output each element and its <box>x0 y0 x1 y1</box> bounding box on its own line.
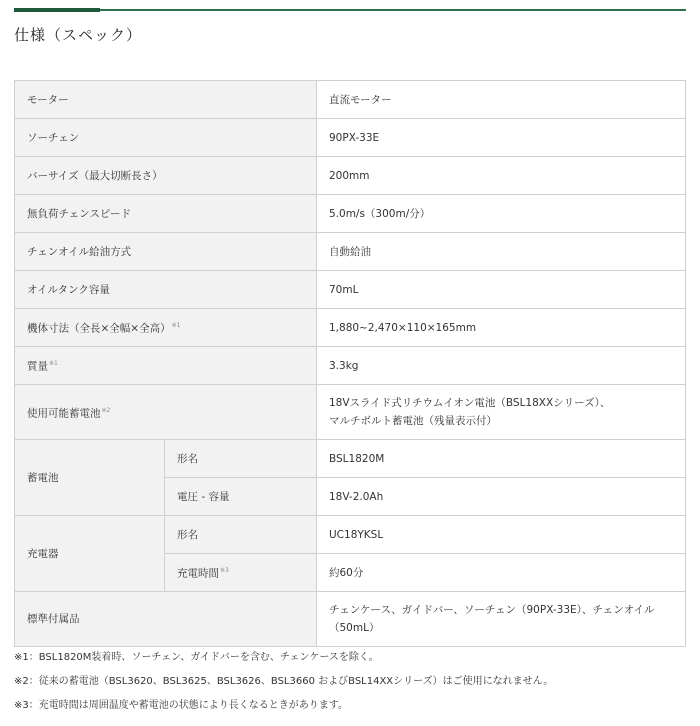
spec-row-weight <box>15 347 686 385</box>
spec-label: 標準付属品 <box>15 592 317 647</box>
spec-value: 90PX-33E <box>317 119 686 157</box>
spec-label: 無負荷チェンスピード <box>15 195 317 233</box>
spec-value: 200mm <box>317 157 686 195</box>
page-title: 仕様（スペック） <box>14 26 143 44</box>
spec-row-motor <box>15 81 686 119</box>
spec-table <box>14 80 686 647</box>
spec-row-chain-speed <box>15 195 686 233</box>
footnotes <box>14 650 686 722</box>
spec-row-saw-chain <box>15 119 686 157</box>
spec-row-bar-size <box>15 157 686 195</box>
spec-sublabel: 形名 <box>165 440 317 478</box>
spec-label: モーター <box>15 81 317 119</box>
spec-value: 18V-2.0Ah <box>317 478 686 516</box>
footnote-2: ※2：従来の蓄電池（BSL3620、BSL3625、BSL3626、BSL3660 およびBSL14XXシリーズ）はご使用になれません。 <box>14 676 554 687</box>
spec-value: 5.0m/s（300m/分） <box>317 195 686 233</box>
spec-label: 質量$^{※1}$ <box>15 347 317 385</box>
spec-value: BSL1820M <box>317 440 686 478</box>
spec-sublabel: 電圧 - 容量 <box>165 478 317 516</box>
spec-row-oil-method <box>15 233 686 271</box>
spec-label: 使用可能蓄電池$^{※2}$ <box>15 385 317 440</box>
spec-label: オイルタンク容量 <box>15 271 317 309</box>
footnote-marker: ※2 <box>101 406 111 414</box>
top-divider-accent <box>14 8 100 12</box>
footnote-marker: ※3 <box>220 567 229 575</box>
spec-value: 自動給油 <box>317 233 686 271</box>
spec-value: 約60分 <box>317 554 686 592</box>
spec-label: バーサイズ（最大切断長さ） <box>15 157 317 195</box>
footnote-marker: ※1 <box>49 360 58 368</box>
spec-row-dimensions <box>15 309 686 347</box>
spec-value: UC18YKSL <box>317 516 686 554</box>
top-divider <box>14 9 686 11</box>
spec-label: 機体寸法（全長×全幅×全高）$^{※1}$ <box>15 309 317 347</box>
spec-value: チェンケース、ガイドバー、ソーチェン（90PX-33E）、チェンオイル （50mL） <box>317 592 686 647</box>
spec-group-battery: 蓄電池 <box>15 440 165 516</box>
spec-value: 3.3kg <box>317 347 686 385</box>
spec-row-accessories <box>15 592 686 647</box>
spec-row-oil-tank <box>15 271 686 309</box>
spec-label: ソーチェン <box>15 119 317 157</box>
spec-value: 70mL <box>317 271 686 309</box>
spec-row-battery-model <box>15 440 686 478</box>
spec-value: 18Vスライド式リチウムイオン電池（BSL18XXシリーズ）、 マルチボルト蓄電池（残量表示付） <box>317 385 686 440</box>
spec-group-charger: 充電器 <box>15 516 165 592</box>
spec-value: 直流モーター <box>317 81 686 119</box>
spec-row-charger-model <box>15 516 686 554</box>
footnote-3: ※3：充電時間は周囲温度や蓄電池の状態により長くなるときがあります。 <box>14 700 348 711</box>
spec-sublabel: 充電時間$^{※3}$ <box>165 554 317 592</box>
spec-value: 1,880~2,470×110×165mm <box>317 309 686 347</box>
spec-label: チェンオイル給油方式 <box>15 233 317 271</box>
spec-row-compatible-battery <box>15 385 686 440</box>
footnote-marker: ※1 <box>171 322 181 330</box>
footnote-1: ※1：BSL1820M装着時、ソーチェン、ガイドバーを含む、チェンケースを除く。 <box>14 652 379 663</box>
spec-sublabel: 形名 <box>165 516 317 554</box>
